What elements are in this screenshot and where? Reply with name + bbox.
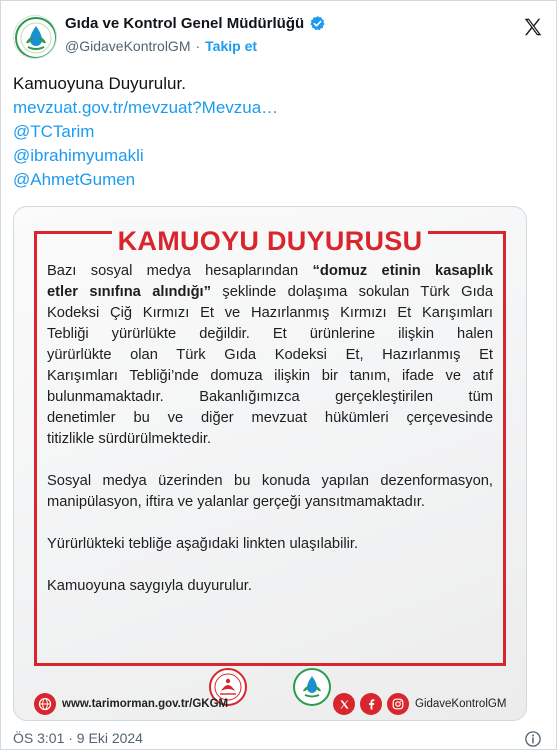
body-line: Karışımları Tebliği’nde domuza ilişkin bir tanım, ifade ve atıf xyxy=(47,368,493,384)
x-glyph xyxy=(339,699,350,710)
tweet-header xyxy=(13,13,546,61)
sub-row xyxy=(65,38,257,54)
verified-badge-icon xyxy=(309,15,326,32)
announcement-title: KAMUOYU DUYURUSU xyxy=(117,225,423,256)
x-logo-icon[interactable] xyxy=(522,16,544,38)
paragraph-gap xyxy=(47,513,493,534)
announcement-image[interactable] xyxy=(13,206,527,721)
tweet-link-mevzuat[interactable]: mevzuat.gov.tr/mevzuat?Mevzua… xyxy=(13,98,279,117)
follow-button[interactable]: Takip et xyxy=(205,38,258,54)
announcement-title-wrap xyxy=(112,219,428,263)
body-line: yürürlükte olan Türk Gıda Kodeksi Et, Hazırlanmış Et xyxy=(47,347,493,363)
account-name[interactable]: Gıda ve Kontrol Genel Müdürlüğü xyxy=(65,15,305,32)
globe-icon[interactable] xyxy=(34,693,56,715)
paragraph-gap xyxy=(47,555,493,576)
paragraph-gap xyxy=(47,450,493,471)
mention-tctarim[interactable]: @TCTarim xyxy=(13,122,95,141)
announcement-footer xyxy=(14,691,527,719)
mention-ahmetgumen[interactable]: @AhmetGumen xyxy=(13,170,136,189)
body-line: denetimler bu ve diğer mevzuat hükümleri çerçevesinde xyxy=(47,410,493,426)
body-bold-span: etler sınıfına alındığı” xyxy=(47,284,211,300)
body-bold-span: “domuz etinin kasaplık xyxy=(312,263,493,279)
separator-dot: · xyxy=(195,38,201,54)
gkgm-logo xyxy=(14,16,57,59)
account-handle[interactable]: @GidaveKontrolGM xyxy=(65,38,191,54)
x-small-icon[interactable] xyxy=(333,693,355,715)
avatar[interactable] xyxy=(13,15,57,59)
body-text-span: şeklinde dolaşıma sokulan Türk Gıda xyxy=(210,284,493,300)
body-line: Sosyal medya üzerinden bu konuda yapılan dezenformasyon, xyxy=(47,473,493,489)
body-line: Yürürlükteki tebliğe aşağıdaki linkten ulaşılabilir. xyxy=(47,536,359,552)
name-row xyxy=(65,15,326,32)
body-line: titizlikle sürdürülmektedir. xyxy=(47,431,212,447)
body-text-span: Bazı sosyal medya hesaplarından xyxy=(47,263,313,279)
mention-ibrahimyumakli[interactable]: @ibrahimyumakli xyxy=(13,146,144,165)
body-line xyxy=(47,282,493,303)
body-line: Tebliği yürürlükte değildir. Et ürünlerine ilişkin halen xyxy=(47,326,493,342)
body-line xyxy=(47,261,493,282)
footer-url[interactable]: www.tarimorman.gov.tr/GKGM xyxy=(62,698,229,710)
body-line: manipülasyon, iftira ve yalanlar gerçeği yansıtmamaktadır. xyxy=(47,494,425,510)
body-line: Kamuoyuna saygıyla duyurulur. xyxy=(47,578,252,594)
announcement-body xyxy=(47,261,493,597)
facebook-glyph xyxy=(366,698,377,710)
body-line: bulunmamaktadır. Bakanlığımızca gerçekleştirilen tüm xyxy=(47,389,493,405)
tweet-text xyxy=(13,72,546,192)
facebook-icon[interactable] xyxy=(360,693,382,715)
globe-glyph xyxy=(38,697,52,711)
info-icon[interactable] xyxy=(524,730,542,748)
timestamp[interactable]: ÖS 3:01 · 9 Eki 2024 xyxy=(13,730,143,746)
footer-handle: GidaveKontrolGM xyxy=(415,698,507,710)
body-line: Kodeksi Çiğ Kırmızı Et ve Hazırlanmış Kırmızı Et Karışımları xyxy=(47,305,493,321)
instagram-glyph xyxy=(392,698,404,710)
tweet-line-intro: Kamuoyuna Duyurulur. xyxy=(13,74,186,93)
instagram-icon[interactable] xyxy=(387,693,409,715)
